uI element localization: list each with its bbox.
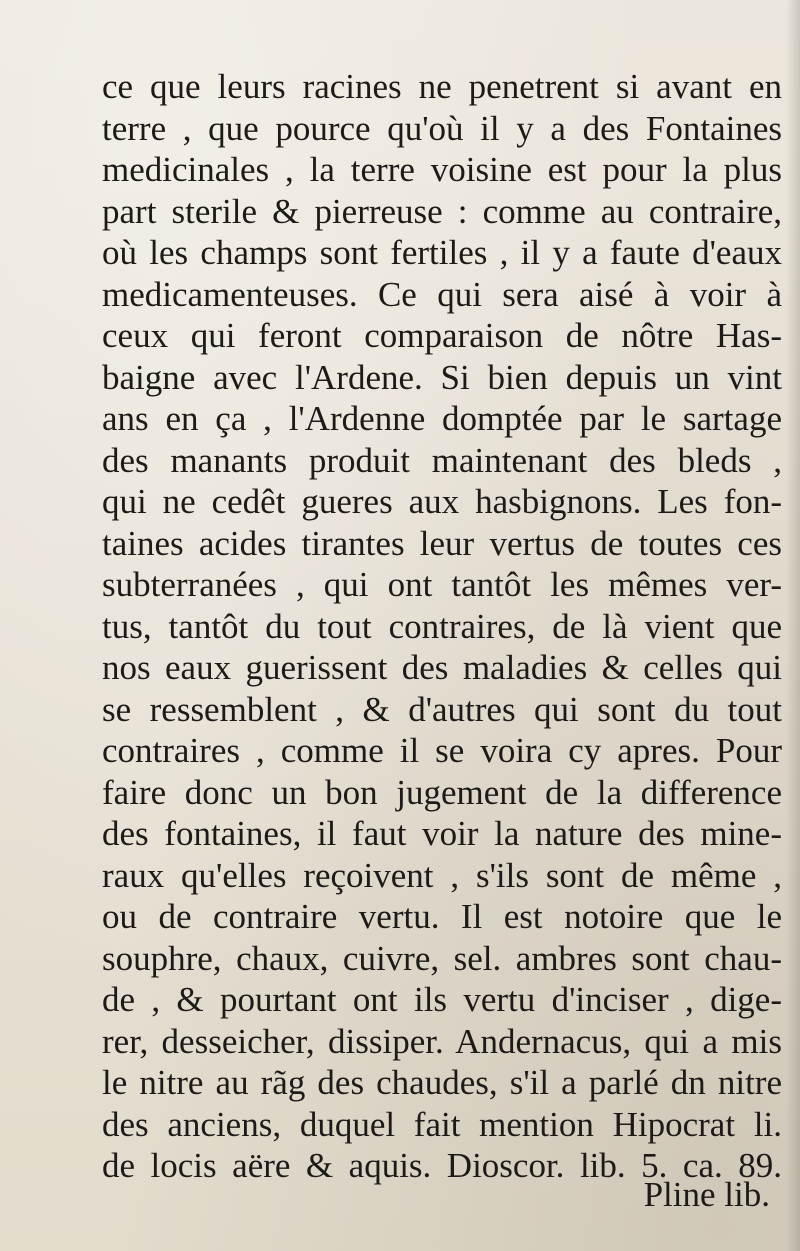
catchword: Pline lib. [643,1175,770,1214]
text-line: où les champs sont fertiles , il y a faute d'eaux [102,233,782,272]
text-line: taines acides tirantes leur vertus de toutes ces [102,523,782,563]
text-line: des manants produit maintenant des bleds , [102,440,782,480]
text-line: souphre, chaux, cuivre, sel. ambres sont chau- [102,938,782,978]
text-line: faire donc un bon jugement de la difference [102,772,782,812]
text-line: de , & pourtant ont ils vertu d'inciser , dige- [102,980,782,1019]
text-line: ou de contraire vertu. Il est notoire que le [102,897,782,936]
text-line: des fontaines, il faut voir la nature des mine- [102,814,782,853]
text-line: ceux qui feront comparaison de nôtre Has- [102,316,782,355]
text-line: des anciens, duquel fait mention Hipocrat li. [102,1104,782,1144]
text-line: medicinales , la terre voisine est pour la plus [102,150,782,189]
text-line: tus, tantôt du tout contraires, de là vient que [102,606,782,646]
body-text [102,66,782,1187]
text-line: le nitre au rãg des chaudes, s'il a parlé dn nitre [102,1063,782,1102]
text-line: se ressemblent , & d'autres qui sont du tout [102,689,782,729]
text-line: de locis aëre & aquis. Dioscor. lib. 5. ca. 89. [102,1146,782,1185]
text-line: qui ne cedêt gueres aux hasbignons. Les fon- [102,482,782,521]
text-line: medicamenteuses. Ce qui sera aisé à voir à [102,274,782,314]
page-edge-shadow [786,0,800,1251]
text-line: baigne avec l'Ardene. Si bien depuis un vint [102,357,782,397]
text-line: ce que leurs racines ne penetrent si avant en [102,67,782,106]
text-line: contraires , comme il se voira cy apres. Pour [102,731,782,770]
text-line: terre , que pource qu'où il y a des Fontaines [102,108,782,148]
text-line: nos eaux guerissent des maladies & celles qui [102,648,782,687]
text-line: rer, desseicher, dissiper. Andernacus, qui a mis [102,1021,782,1061]
text-line: raux qu'elles reçoivent , s'ils sont de même , [102,855,782,895]
text-line: subterranées , qui ont tantôt les mêmes ver- [102,565,782,604]
text-line: part sterile & pierreuse : comme au contraire, [102,191,782,231]
text-line: ans en ça , l'Ardenne domptée par le sartage [102,399,782,438]
